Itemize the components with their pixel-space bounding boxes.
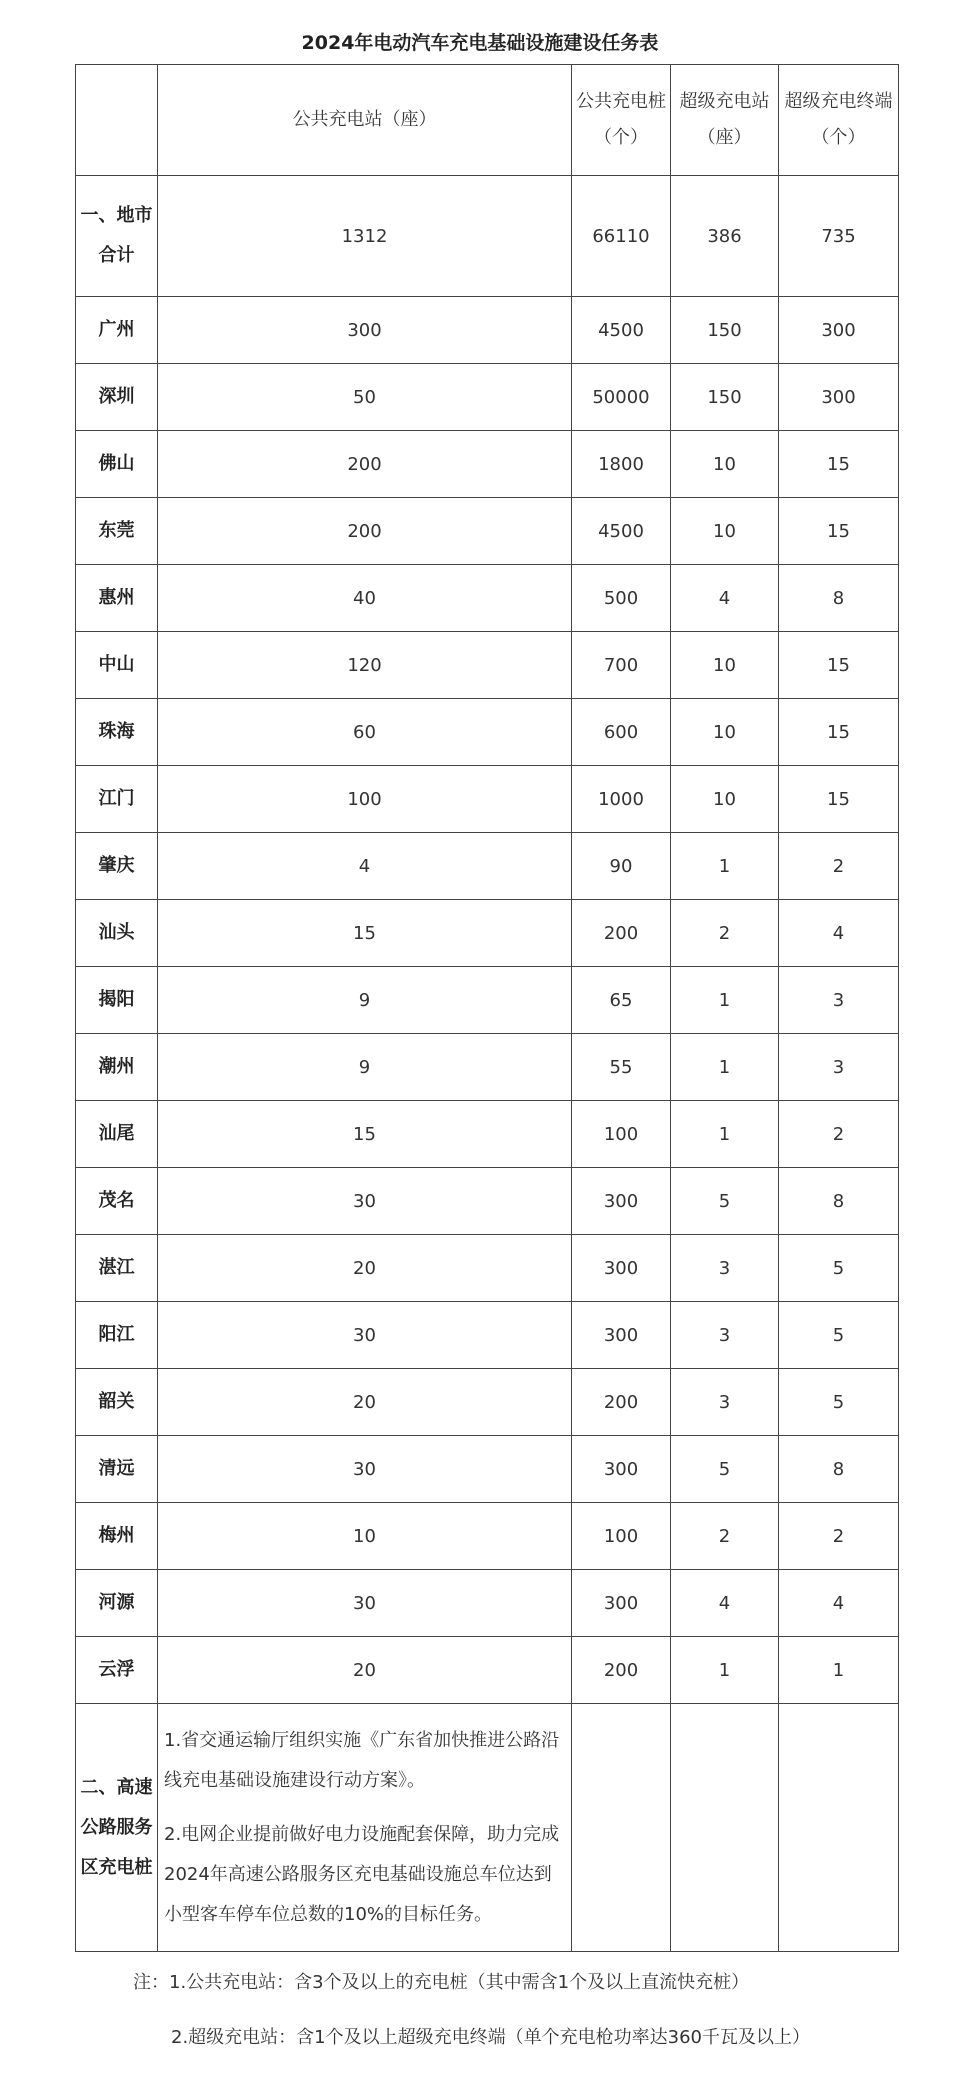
city-super-stations: 10 <box>671 431 779 498</box>
header-public-piles-line1: 公共充电桩 <box>576 91 666 112</box>
city-public-piles: 55 <box>572 1034 671 1101</box>
city-name: 茂名 <box>76 1168 158 1235</box>
city-public-piles: 300 <box>572 1570 671 1637</box>
city-name: 肇庆 <box>76 833 158 900</box>
city-super-stations: 1 <box>671 1034 779 1101</box>
city-super-stations: 1 <box>671 967 779 1034</box>
city-super-terminals: 2 <box>779 833 899 900</box>
header-row <box>76 65 899 176</box>
city-row <box>76 1302 899 1369</box>
city-name: 湛江 <box>76 1235 158 1302</box>
city-super-terminals: 15 <box>779 632 899 699</box>
city-super-terminals: 15 <box>779 498 899 565</box>
city-super-stations: 5 <box>671 1436 779 1503</box>
highway-row-label-line3: 区充电桩 <box>80 1856 153 1878</box>
city-super-terminals: 15 <box>779 766 899 833</box>
city-row <box>76 1637 899 1704</box>
city-public-piles: 1000 <box>572 766 671 833</box>
footnote-2: 2.超级充电站：含1个及以上超级充电终端（单个充电枪功率达360千瓦及以上） <box>171 2027 810 2048</box>
city-public-piles: 50000 <box>572 364 671 431</box>
highway-note-2: 2.电网企业提前做好电力设施配套保障，助力完成2024年高速公路服务区充电基础设施总车位达到小型客车停车位总数的10%的目标任务。 <box>164 1823 560 1925</box>
city-public-stations: 30 <box>158 1570 572 1637</box>
city-super-terminals: 5 <box>779 1369 899 1436</box>
city-public-stations: 20 <box>158 1637 572 1704</box>
city-super-stations: 1 <box>671 833 779 900</box>
header-super-terminals-line2: （个） <box>811 127 866 148</box>
total-super-terminals: 735 <box>779 176 899 297</box>
city-name: 揭阳 <box>76 967 158 1034</box>
highway-empty-cell <box>671 1704 779 1952</box>
city-name: 阳江 <box>76 1302 158 1369</box>
city-name: 韶关 <box>76 1369 158 1436</box>
city-public-piles: 90 <box>572 833 671 900</box>
city-super-stations: 10 <box>671 498 779 565</box>
city-super-stations: 3 <box>671 1302 779 1369</box>
city-row <box>76 1369 899 1436</box>
header-super-stations-line2: （座） <box>697 127 752 148</box>
city-super-terminals: 4 <box>779 900 899 967</box>
city-super-terminals: 15 <box>779 431 899 498</box>
header-public-piles-line2: （个） <box>594 127 648 148</box>
city-name: 潮州 <box>76 1034 158 1101</box>
city-public-piles: 500 <box>572 565 671 632</box>
city-public-stations: 15 <box>158 900 572 967</box>
task-table <box>75 64 899 1952</box>
city-super-terminals: 5 <box>779 1235 899 1302</box>
total-super-stations: 386 <box>671 176 779 297</box>
city-name: 河源 <box>76 1570 158 1637</box>
city-name: 中山 <box>76 632 158 699</box>
city-row <box>76 699 899 766</box>
city-super-terminals: 5 <box>779 1302 899 1369</box>
city-public-piles: 200 <box>572 1369 671 1436</box>
city-super-terminals: 300 <box>779 297 899 364</box>
city-name: 梅州 <box>76 1503 158 1570</box>
city-public-piles: 100 <box>572 1101 671 1168</box>
city-super-stations: 1 <box>671 1637 779 1704</box>
city-super-terminals: 15 <box>779 699 899 766</box>
header-public-stations: 公共充电站（座） <box>158 65 572 176</box>
city-row <box>76 766 899 833</box>
highway-row-label <box>76 1704 158 1952</box>
city-row <box>76 431 899 498</box>
city-row <box>76 565 899 632</box>
footnote-1: 注：1.公共充电站：含3个及以上的充电桩（其中需含1个及以上直流快充桩） <box>133 1972 750 1993</box>
city-name: 汕尾 <box>76 1101 158 1168</box>
header-corner-cell <box>76 65 158 176</box>
city-name: 东莞 <box>76 498 158 565</box>
highway-note-1: 1.省交通运输厅组织实施《广东省加快推进公路沿线充电基础设施建设行动方案》。 <box>164 1729 560 1791</box>
city-public-stations: 200 <box>158 498 572 565</box>
city-name: 惠州 <box>76 565 158 632</box>
city-super-terminals: 8 <box>779 1168 899 1235</box>
city-public-piles: 300 <box>572 1235 671 1302</box>
city-public-stations: 100 <box>158 766 572 833</box>
city-row <box>76 900 899 967</box>
city-row <box>76 1503 899 1570</box>
total-row-label <box>76 176 158 297</box>
city-row <box>76 967 899 1034</box>
city-public-stations: 200 <box>158 431 572 498</box>
page-title: 2024年电动汽车充电基础设施建设任务表 <box>301 32 659 54</box>
city-public-piles: 700 <box>572 632 671 699</box>
city-name: 佛山 <box>76 431 158 498</box>
city-super-terminals: 1 <box>779 1637 899 1704</box>
city-super-terminals: 300 <box>779 364 899 431</box>
city-super-stations: 10 <box>671 699 779 766</box>
city-super-terminals: 2 <box>779 1101 899 1168</box>
city-public-piles: 65 <box>572 967 671 1034</box>
city-public-stations: 60 <box>158 699 572 766</box>
city-public-piles: 4500 <box>572 297 671 364</box>
total-row-label-line1: 一、地市 <box>80 205 153 226</box>
city-super-terminals: 2 <box>779 1503 899 1570</box>
city-public-stations: 4 <box>158 833 572 900</box>
city-row <box>76 632 899 699</box>
city-public-stations: 20 <box>158 1235 572 1302</box>
header-public-piles <box>572 65 671 176</box>
total-row <box>76 176 899 297</box>
city-name: 深圳 <box>76 364 158 431</box>
city-row <box>76 1101 899 1168</box>
city-public-stations: 50 <box>158 364 572 431</box>
city-public-piles: 300 <box>572 1168 671 1235</box>
city-super-terminals: 4 <box>779 1570 899 1637</box>
city-super-stations: 150 <box>671 297 779 364</box>
city-public-stations: 30 <box>158 1436 572 1503</box>
city-super-stations: 2 <box>671 1503 779 1570</box>
city-name: 汕头 <box>76 900 158 967</box>
city-public-stations: 300 <box>158 297 572 364</box>
city-public-stations: 15 <box>158 1101 572 1168</box>
city-public-piles: 200 <box>572 900 671 967</box>
city-public-piles: 600 <box>572 699 671 766</box>
city-super-stations: 150 <box>671 364 779 431</box>
city-super-terminals: 8 <box>779 1436 899 1503</box>
city-public-stations: 20 <box>158 1369 572 1436</box>
highway-empty-cell <box>572 1704 671 1952</box>
city-row <box>76 1436 899 1503</box>
city-public-piles: 100 <box>572 1503 671 1570</box>
city-super-stations: 3 <box>671 1235 779 1302</box>
city-public-stations: 10 <box>158 1503 572 1570</box>
header-super-terminals <box>779 65 899 176</box>
city-super-stations: 5 <box>671 1168 779 1235</box>
city-super-stations: 3 <box>671 1369 779 1436</box>
city-public-stations: 9 <box>158 967 572 1034</box>
city-name: 清远 <box>76 1436 158 1503</box>
city-super-stations: 4 <box>671 565 779 632</box>
city-public-piles: 4500 <box>572 498 671 565</box>
header-super-terminals-line1: 超级充电终端 <box>784 91 893 112</box>
highway-empty-cell <box>779 1704 899 1952</box>
city-public-piles: 200 <box>572 1637 671 1704</box>
city-public-stations: 120 <box>158 632 572 699</box>
city-name: 江门 <box>76 766 158 833</box>
city-super-stations: 10 <box>671 766 779 833</box>
city-row <box>76 1034 899 1101</box>
city-super-terminals: 3 <box>779 967 899 1034</box>
city-row <box>76 364 899 431</box>
header-super-stations-line1: 超级充电站 <box>679 91 770 112</box>
city-public-stations: 40 <box>158 565 572 632</box>
highway-row <box>76 1704 899 1952</box>
city-public-stations: 9 <box>158 1034 572 1101</box>
city-public-stations: 30 <box>158 1168 572 1235</box>
highway-row-label-line1: 二、高速 <box>80 1776 153 1798</box>
city-public-piles: 1800 <box>572 431 671 498</box>
city-super-stations: 1 <box>671 1101 779 1168</box>
city-row <box>76 498 899 565</box>
city-row <box>76 833 899 900</box>
total-public-piles: 66110 <box>572 176 671 297</box>
city-public-piles: 300 <box>572 1302 671 1369</box>
city-name: 云浮 <box>76 1637 158 1704</box>
highway-row-label-line2: 公路服务 <box>80 1816 153 1838</box>
city-super-stations: 4 <box>671 1570 779 1637</box>
city-row <box>76 1168 899 1235</box>
header-super-stations <box>671 65 779 176</box>
total-public-stations: 1312 <box>158 176 572 297</box>
total-row-label-line2: 合计 <box>98 245 135 266</box>
city-public-stations: 30 <box>158 1302 572 1369</box>
highway-notes <box>158 1704 572 1952</box>
city-super-stations: 10 <box>671 632 779 699</box>
city-name: 广州 <box>76 297 158 364</box>
city-row <box>76 1570 899 1637</box>
city-row <box>76 1235 899 1302</box>
city-super-terminals: 8 <box>779 565 899 632</box>
city-super-terminals: 3 <box>779 1034 899 1101</box>
city-name: 珠海 <box>76 699 158 766</box>
city-public-piles: 300 <box>572 1436 671 1503</box>
city-row <box>76 297 899 364</box>
city-super-stations: 2 <box>671 900 779 967</box>
